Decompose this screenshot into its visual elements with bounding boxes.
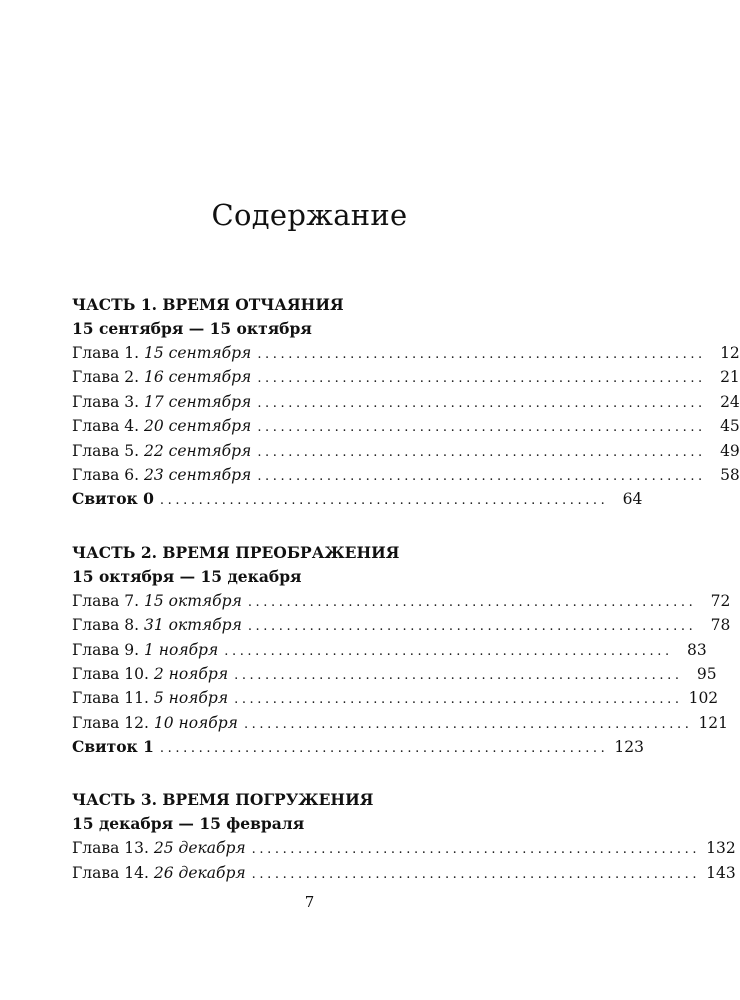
dot-leader: .......................................................... [251, 866, 701, 882]
dot-leader: .......................................................... [247, 619, 697, 635]
page-ref: 58 [720, 465, 740, 484]
chapter-date: 5 ноября [153, 689, 229, 708]
chapter-label: Глава 4. [72, 417, 140, 436]
page-ref: 45 [720, 417, 740, 436]
toc-entry[interactable] [72, 414, 740, 438]
chapter-date: 16 сентября [143, 368, 252, 387]
page-ref: 21 [720, 368, 740, 387]
page-ref: 49 [720, 441, 740, 460]
chapter-label: Глава 13. [72, 839, 149, 858]
toc-entry[interactable] [72, 711, 729, 735]
scroll-label: Свиток 0 [72, 489, 154, 509]
chapter-date: 23 сентября [143, 465, 252, 484]
page-title: Содержание [211, 198, 408, 232]
dot-leader: .......................................................... [234, 667, 683, 683]
dot-leader: .......................................................... [257, 371, 706, 387]
toc-part-1 [72, 293, 740, 512]
chapter-date: 17 сентября [143, 392, 252, 411]
chapter-date: 15 октября [143, 591, 242, 610]
part-heading: ЧАСТЬ 2. ВРЕМЯ ПРЕОБРАЖЕНИЯ [72, 542, 400, 562]
dot-leader: .......................................................... [224, 643, 673, 659]
toc-part-2 [72, 541, 731, 760]
chapter-label: Глава 1. [72, 344, 140, 362]
page-number: 7 [304, 893, 315, 911]
chapter-label: Глава 5. [72, 441, 140, 460]
chapter-label: Глава 10. [72, 664, 149, 683]
toc-entry[interactable] [72, 589, 731, 613]
part-heading: ЧАСТЬ 3. ВРЕМЯ ПОГРУЖЕНИЯ [72, 790, 374, 810]
part-date-range: 15 октября — 15 декабря [72, 566, 302, 586]
page-ref: 95 [696, 664, 717, 683]
toc-entry[interactable] [72, 638, 707, 662]
dot-leader: .......................................................... [159, 493, 609, 509]
chapter-label: Глава 3. [72, 392, 140, 411]
chapter-date: 25 декабря [153, 839, 246, 858]
page-ref: 102 [688, 689, 719, 708]
page-ref: 12 [720, 344, 740, 362]
toc-entry[interactable] [72, 662, 717, 686]
page-ref: 64 [622, 490, 643, 509]
page-ref: 72 [710, 591, 731, 610]
part-date-range: 15 декабря — 15 февраля [72, 814, 305, 834]
dot-leader: .......................................................... [257, 395, 706, 411]
toc-entry[interactable] [72, 365, 740, 389]
page-ref: 132 [706, 839, 736, 858]
toc-entry[interactable] [72, 836, 736, 860]
page-ref: 121 [698, 713, 729, 732]
part-heading: ЧАСТЬ 1. ВРЕМЯ ОТЧАЯНИЯ [72, 295, 344, 314]
chapter-label: Глава 6. [72, 465, 140, 484]
toc-entry[interactable] [72, 341, 740, 365]
page-ref: 24 [720, 392, 740, 411]
dot-leader: .......................................................... [243, 716, 693, 732]
chapter-date: 20 сентября [143, 417, 252, 436]
chapter-label: Глава 11. [72, 689, 149, 708]
dot-leader: .......................................................... [257, 468, 706, 484]
chapter-date: 2 ноября [153, 664, 229, 683]
toc-entry[interactable] [72, 686, 719, 710]
toc-part-3 [72, 788, 736, 885]
chapter-date: 26 декабря [153, 863, 246, 882]
chapter-date: 15 сентября [143, 344, 252, 362]
page-ref: 83 [686, 640, 707, 659]
table-of-contents [72, 293, 740, 914]
chapter-label: Глава 7. [72, 591, 140, 610]
toc-entry[interactable] [72, 439, 740, 463]
dot-leader: .......................................................... [247, 594, 697, 610]
chapter-date: 1 ноября [143, 640, 219, 659]
dot-leader: .......................................................... [257, 444, 706, 460]
toc-entry[interactable] [72, 463, 740, 487]
chapter-label: Глава 14. [72, 863, 149, 882]
dot-leader: .......................................................... [159, 741, 609, 757]
part-date-range: 15 сентября — 15 октября [72, 319, 312, 338]
chapter-label: Глава 2. [72, 368, 140, 387]
dot-leader: .......................................................... [251, 842, 701, 858]
scroll-label: Свиток 1 [72, 737, 154, 757]
page-ref: 78 [710, 616, 731, 635]
toc-scroll-entry[interactable] [72, 735, 644, 759]
page-ref: 123 [614, 738, 644, 757]
toc-scroll-entry[interactable] [72, 487, 643, 511]
chapter-label: Глава 12. [72, 713, 149, 732]
chapter-date: 22 сентября [143, 441, 252, 460]
chapter-label: Глава 9. [72, 640, 140, 659]
dot-leader: .......................................................... [257, 420, 706, 436]
toc-entry[interactable] [72, 861, 736, 885]
toc-entry[interactable] [72, 390, 740, 414]
chapter-date: 10 ноября [153, 713, 238, 732]
dot-leader: .......................................................... [234, 692, 683, 708]
chapter-date: 31 октября [143, 616, 242, 635]
dot-leader: .......................................................... [257, 347, 706, 362]
chapter-label: Глава 8. [72, 616, 140, 635]
page-ref: 143 [706, 863, 736, 882]
toc-entry[interactable] [72, 613, 731, 637]
